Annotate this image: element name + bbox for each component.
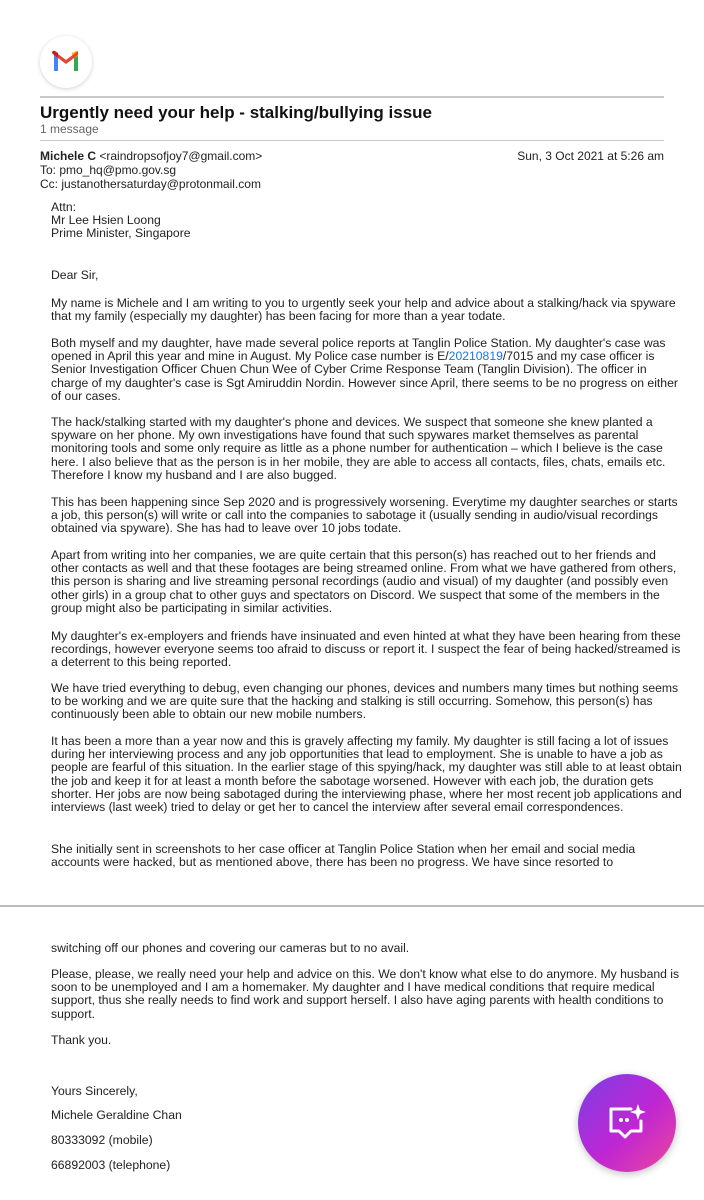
greeting: Dear Sir, bbox=[51, 268, 99, 282]
attn-line: Attn: bbox=[51, 200, 77, 214]
subject-divider bbox=[40, 140, 664, 141]
sign-off: Yours Sincerely, bbox=[51, 1084, 138, 1098]
sender-name: Michele C bbox=[40, 149, 97, 163]
signature-mobile: 80333092 (mobile) bbox=[51, 1133, 153, 1147]
thanks-line: Thank you. bbox=[51, 1033, 112, 1047]
page-break-divider bbox=[0, 905, 704, 907]
attn-line: Prime Minister, Singapore bbox=[51, 226, 191, 241]
sender-line bbox=[40, 149, 262, 163]
paragraph-8: It has been a more than a year now and this is gravely affecting my family. My daughter is still facing a lot of issues during her interviewing process and any job opportunities that lead to employment. She is unable to have a job as people are fearful of this situation. In the earlier stage of this spying/hack, my daughter was still able to at least obtain the job and keep it for at least a month before the sabotage worsened. However with each job, the duration gets shorter. Her jobs are now being sabotaged during the interviewing phase, where her most recent job applications and interviews (last week) tried to delay or get her to cancel the interview after several email correspondences. bbox=[51, 734, 682, 815]
case-number-link[interactable]: 20210819 bbox=[448, 349, 503, 364]
email-date: Sun, 3 Oct 2021 at 5:26 am bbox=[517, 149, 664, 163]
gmail-logo bbox=[40, 36, 92, 88]
ai-chat-button[interactable] bbox=[578, 1074, 676, 1172]
cc-line[interactable]: Cc: justanothersaturday@protonmail.com bbox=[40, 177, 261, 191]
ai-chat-sparkle-icon bbox=[605, 1101, 649, 1145]
paragraph-1: My name is Michele and I am writing to you to urgently seek your help and advice about a stalking/hack via spyware that my family (especially my daughter) has been facing for more than a year todate. bbox=[51, 296, 676, 324]
header-divider bbox=[40, 96, 664, 98]
paragraph-6: My daughter's ex-employers and friends have insinuated and even hinted at what they have been hearing from these recordings, however everyone seems too afraid to discuss or report it. I suspect the fear of being hacked/streamed is a deterrent to this being reported. bbox=[51, 629, 681, 670]
message-count: 1 message bbox=[40, 122, 99, 136]
paragraph-10: Please, please, we really need your help and advice on this. We don't know what else to do anymore. My husband is soon to be unemployed and I am a homemaker. My daughter and I have medical conditions that require medical support, thus she really needs to find work and support herself. I also have aging parents with health conditions to support. bbox=[51, 967, 680, 1021]
signature-telephone: 66892003 (telephone) bbox=[51, 1158, 171, 1172]
paragraph-2-text: /7015 and my case officer is Senior Investigation Officer Chuen Chun Wee of Cyber Crime Response Team (Tanglin Division). The officer in charge of my daughter's case is Sgt Amiruddin Nordin. However since April, there seems to be no progress on either of our cases. bbox=[51, 349, 678, 403]
email-subject: Urgently need your help - stalking/bullying issue bbox=[40, 103, 433, 122]
gmail-m-icon bbox=[52, 50, 80, 72]
paragraph-2-text: Both myself and my daughter, have made several police reports at Tanglin Police Station. My daughter's case was opened in April this year and mine in August. My Police case number is E/ bbox=[51, 336, 666, 364]
signature-name: Michele Geraldine Chan bbox=[51, 1108, 182, 1122]
paragraph-3: The hack/stalking started with my daughter's phone and devices. We suspect that someone she knew planted a spyware on her phone. My own investigations have found that such spywares market themselves as parental monitoring tools and some only require as little as a phone number for authentication – which I believe is the case here. I also believe that as the person is in her mobile, they are able to access all contacts, files, chats, emails etc. Therefore I know my husband and I are also bugged. bbox=[51, 415, 666, 482]
paragraph-5: Apart from writing into her companies, we are quite certain that this person(s) has reached out to her friends and other contacts as well and that these footages are being streamed online. From what we have gathered from others, this person is sharing and live streaming personal recordings (audio and visual) of my daughter (and possibly even other girls) in a group chat to other guys and spectators on Discord. We suspect that some of the members in the group might also be participating in similar activities. bbox=[51, 548, 677, 615]
paragraph-7: We have tried everything to debug, even changing our phones, devices and numbers many times but nothing seems to be working and we are quite sure that the hacking and stalking is still occurring. Somehow, this person(s) has continuously been able to obtain our new mobile numbers. bbox=[51, 681, 679, 722]
attn-line: Mr Lee Hsien Loong bbox=[51, 213, 161, 228]
attn-block bbox=[51, 201, 683, 241]
paragraph-4: This has been happening since Sep 2020 and is progressively worsening. Everytime my daughter searches or starts a job, this person(s) will write or call into the companies to sabotage it (usually sending in audio/visual recordings obtained via spyware). She has had to leave over 10 jobs todate. bbox=[51, 495, 678, 536]
to-line[interactable]: To: pmo_hq@pmo.gov.sg bbox=[40, 163, 177, 177]
paragraph-9: She initially sent in screenshots to her case officer at Tanglin Police Station when her email and social media accounts were hacked, but as mentioned above, there has been no progress. We have since resorted to bbox=[51, 842, 636, 870]
sender-email[interactable]: <raindropsofjoy7@gmail.com> bbox=[99, 149, 263, 163]
paragraph-9-continued: switching off our phones and covering our cameras but to no avail. bbox=[51, 941, 410, 955]
paragraph-2 bbox=[51, 337, 683, 403]
